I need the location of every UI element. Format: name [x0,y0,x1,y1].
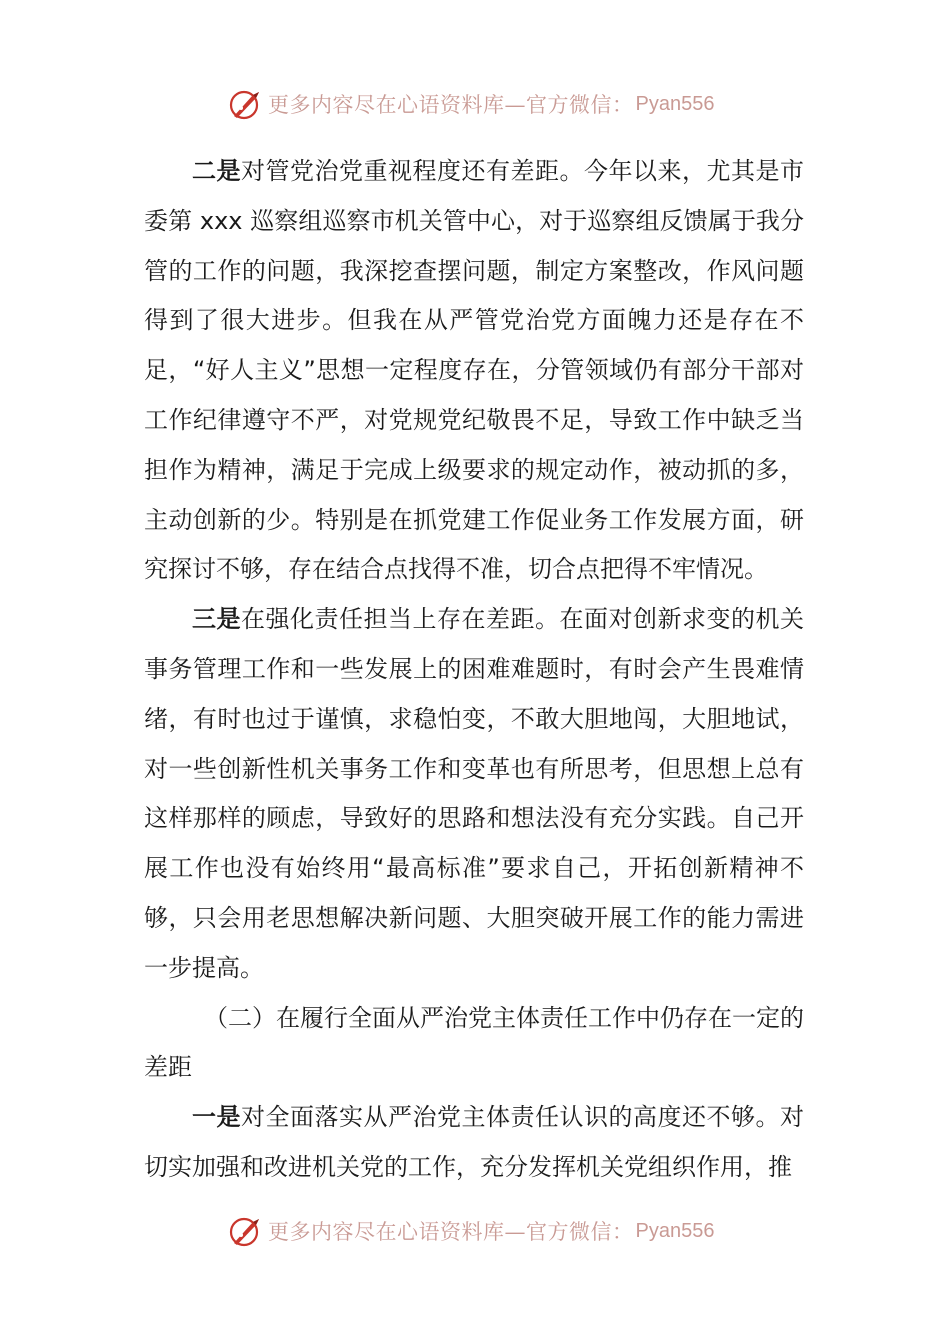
watermark-footer [228,1211,714,1251]
paragraph-lead: 三是 [192,605,241,634]
watermark-text: 更多内容尽在心语资料库—官方微信： [268,1220,634,1244]
watermark-header [228,84,714,124]
paragraph-text: 对管党治党重视程度还有差距。今年以来，尤其是市委第 xxx 巡察组巡察市机关管中心，对于巡察组反馈属于我分管的工作的问题，我深挖查摆问题，制定方案整改，作风问题得到了很大进步。但我在从严管党治党方面魄力还是存在不足，“好人主义”思想一定程度存在，分管领域仍有部分干部对工作纪律遵守不严，对党规党纪敬畏不足，导致工作中缺乏当担作为精神，满足于完成上级要求的规定动作，被动抓的多，主动创新的少。特别是在抓党建工作促业务工作发展方面，研究探讨不够，存在结合点找得不准，切合点把得不牢情况。 [144,157,804,584]
paragraph-third-point [144,595,804,993]
pen-nib-logo-icon [228,86,264,122]
section-heading: （二）在履行全面从严治党主体责任工作中仍存在一定的差距 [144,1003,804,1082]
document-body [144,147,804,1193]
watermark-wechat-id: Pyan556 [635,1219,715,1242]
paragraph-first-point [144,1093,804,1193]
paragraph-text: 在强化责任担当上存在差距。在面对创新求变的机关事务管理工作和一些发展上的困难难题时，有时会产生畏难情绪，有时也过于谨慎，求稳怕变，不敢大胆地闯，大胆地试，对一些创新性机关事务工作和变革也有所思考，但思想上总有这样那样的顾虑，导致好的思路和想法没有充分实践。自己开展工作也没有始终用“最高标准”要求自己，开拓创新精神不够，只会用老思想解决新问题、大胆突破开展工作的能力需进一步提高。 [144,605,804,982]
paragraph-second-point [144,147,804,595]
paragraph-text: 对全面落实从严治党主体责任认识的高度还不够。对切实加强和改进机关党的工作，充分发挥机关党组织作用，推 [144,1103,804,1181]
watermark-text: 更多内容尽在心语资料库—官方微信： [268,93,634,117]
paragraph-lead: 一是 [192,1103,241,1132]
paragraph-lead: 二是 [192,157,241,185]
pen-nib-logo-icon [228,1213,264,1249]
watermark-wechat-id: Pyan556 [635,92,715,115]
